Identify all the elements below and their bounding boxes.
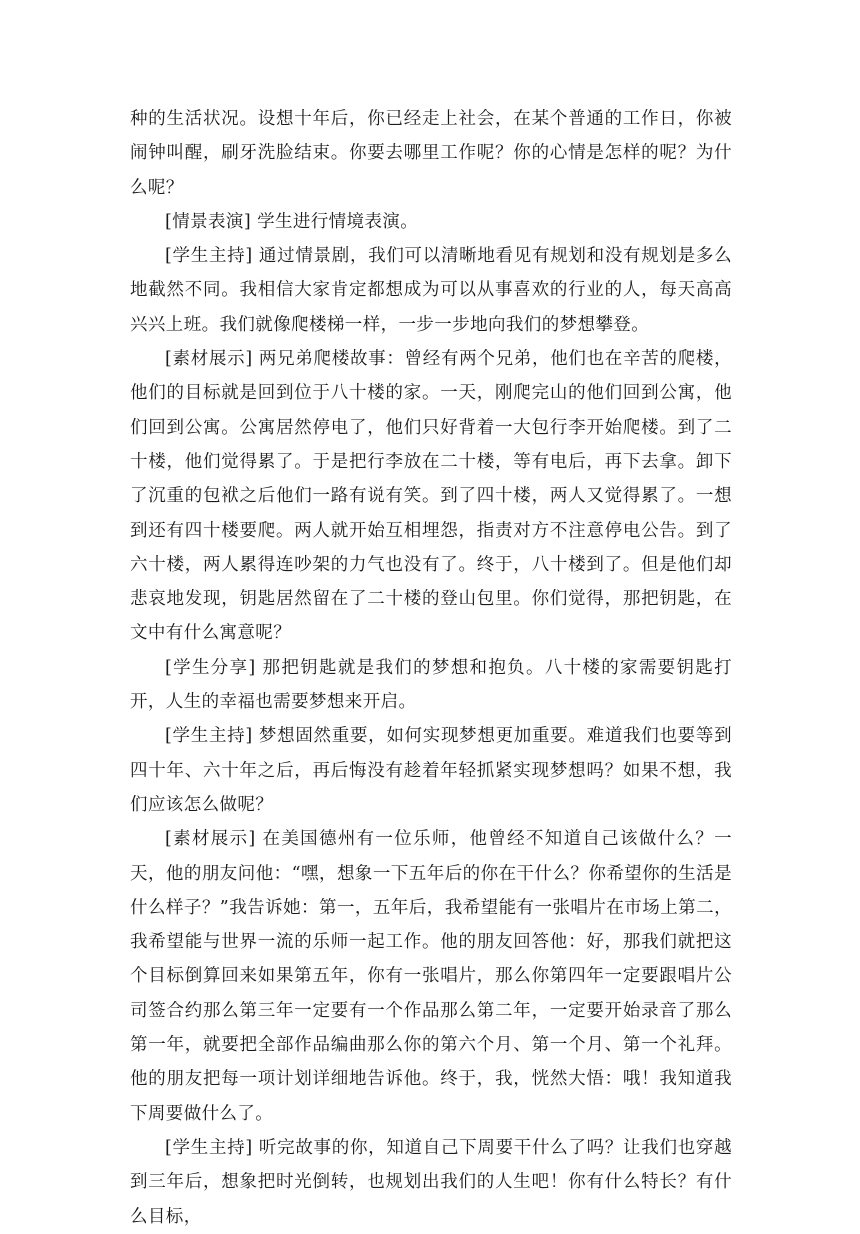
paragraph-material-brothers [130, 342, 732, 651]
paragraph-continuation [130, 102, 732, 205]
paragraph-student-host [130, 719, 732, 822]
paragraph-student-host [130, 239, 732, 342]
paragraph-text: 两兄弟爬楼故事：曾经有两个兄弟，他们也在辛苦的爬楼，他们的目标就是回到位于八十楼的家。一天，刚爬完山的他们回到公寓，他们回到公寓。公寓居然停电了，他们只好背着一大包行李开始爬楼。到了二十楼，他们觉得累了。于是把行李放在二十楼，等有电后，再下去拿。卸下了沉重的包袱之后他们一路有说有笑。到了四十楼，两人又觉得累了。一想到还有四十楼要爬。两人就开始互相埋怨，指责对方不注意停电公告。到了六十楼，两人累得连吵架的力气也没有了。终于，八十楼到了。但是他们却悲哀地发现，钥匙居然留在了二十楼的登山包里。你们觉得，那把钥匙，在文中有什么寓意呢？ [130, 349, 732, 644]
section-tag: [学生分享] [165, 657, 256, 678]
paragraph-text: 听完故事的你，知道自己下周要干什么了吗？让我们也穿越到三年后，想象把时光倒转，也规划出我们的人生吧！你有什么特长？有什么目标， [130, 1137, 732, 1227]
paragraph-text: 种的生活状况。设想十年后，你已经走上社会，在某个普通的工作日，你被闹钟叫醒，刷牙洗脸结束。你要去哪里工作呢？你的心情是怎样的呢？为什么呢？ [130, 109, 732, 198]
paragraph-material-musician [130, 822, 732, 1131]
section-tag: [学生主持] [165, 1137, 253, 1158]
paragraph-student-host [130, 1131, 732, 1234]
section-tag: [情景表演] [165, 211, 252, 232]
paragraph-text: 通过情景剧，我们可以清晰地看见有规划和没有规划是多么地截然不同。我相信大家肯定都想成为可以从事喜欢的行业的人，每天高高兴兴上班。我们就像爬楼梯一样，一步一步地向我们的梦想攀登。 [130, 246, 732, 335]
section-tag: [学生主持] [165, 726, 253, 747]
paragraph-text: 梦想固然重要，如何实现梦想更加重要。难道我们也要等到四十年、六十年之后，再后悔没有趁着年轻抓紧实现梦想吗？如果不想，我们应该怎么做呢？ [130, 726, 732, 815]
section-tag: [学生主持] [165, 246, 253, 267]
paragraph-text: 那把钥匙就是我们的梦想和抱负。八十楼的家需要钥匙打开，人生的幸福也需要梦想来开启。 [130, 657, 733, 713]
section-tag: [素材展示] [165, 829, 256, 850]
paragraph-student-share [130, 651, 732, 720]
section-tag: [素材展示] [165, 349, 253, 370]
paragraph-scene-performance [130, 205, 732, 239]
paragraph-text: 在美国德州有一位乐师，他曾经不知道自己该做什么？一天，他的朋友问他：“嘿，想象一下五年后的你在干什么？你希望你的生活是什么样子？”我告诉她：第一，五年后，我希望能有一张唱片在市场上第二，我希望能与世界一流的乐师一起工作。他的朋友回答他：好，那我们就把这个目标倒算回来如果第五年，你有一张唱片，那么你第四年一定要跟唱片公司签合约那么第三年一定要有一个作品那么第二年，一定要开始录音了那么第一年，就要把全部作品编曲那么你的第六个月、第一个月、第一个礼拜。他的朋友把每一项计划详细地告诉他。终于，我，恍然大悟：哦！我知道我下周要做什么了。 [130, 829, 733, 1124]
paragraph-text: 学生进行情境表演。 [257, 211, 419, 232]
